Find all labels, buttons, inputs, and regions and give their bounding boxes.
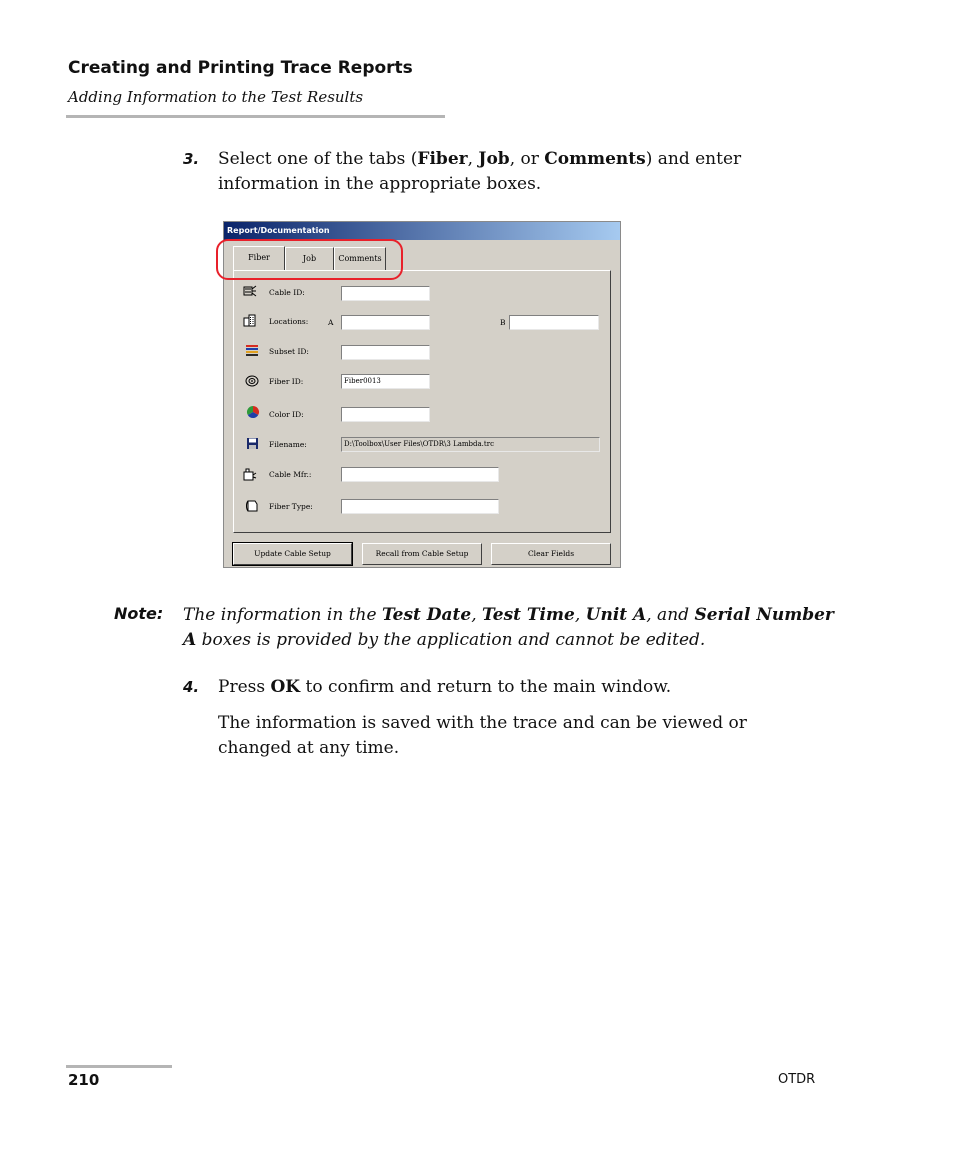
color-id-label: Color ID: (269, 410, 304, 419)
color-id-field[interactable] (341, 407, 430, 422)
floppy-disk-icon (246, 437, 260, 451)
location-b-label: B (500, 318, 506, 327)
location-a-field[interactable] (341, 315, 430, 330)
job-tab-ref: Job (478, 149, 510, 169)
step-3-number: 3. (183, 150, 200, 168)
color-wheel-icon (246, 405, 260, 419)
buildings-icon (243, 313, 257, 327)
locations-label: Locations: (269, 317, 309, 326)
section-subtitle: Adding Information to the Test Results (68, 88, 364, 106)
footer-rule (66, 1065, 172, 1068)
fiber-id-label: Fiber ID: (269, 377, 304, 386)
step-3-text: Select one of the tabs (Fiber, Job, or Comments) and enter information in the appropriate boxes. (218, 149, 742, 194)
ok-ref: OK (270, 677, 301, 697)
cable-id-label: Cable ID: (269, 288, 305, 297)
clear-fields-button[interactable]: Clear Fields (491, 543, 611, 565)
tab-fiber[interactable]: Fiber (233, 246, 285, 271)
dialog-title: Report/Documentation (224, 222, 620, 240)
step-4-followup: The information is saved with the trace and can be viewed or changed at any time. (218, 713, 747, 758)
fiber-tab-ref: Fiber (417, 149, 468, 169)
recall-from-cable-setup-button[interactable]: Recall from Cable Setup (362, 543, 482, 565)
subset-stripes-icon (245, 344, 259, 358)
cable-mfr-field[interactable] (341, 467, 499, 482)
section-title: Creating and Printing Trace Reports (68, 58, 413, 78)
fiber-icon (245, 374, 259, 388)
fiber-type-icon (245, 499, 259, 513)
update-cable-setup-button[interactable]: Update Cable Setup (233, 543, 352, 565)
filename-label: Filename: (269, 440, 307, 449)
location-b-field[interactable] (509, 315, 599, 330)
tab-job[interactable]: Job (285, 247, 334, 270)
subset-id-label: Subset ID: (269, 347, 309, 356)
note-text: The information in the Test Date, Test Time, Unit A, and Serial Number A boxes is provided by the application and cannot be edited. (183, 605, 834, 650)
fiber-tab-panel (233, 270, 611, 533)
fiber-type-label: Fiber Type: (269, 502, 313, 511)
note-label: Note: (114, 604, 164, 623)
step-4-number: 4. (183, 678, 200, 696)
location-a-label: A (328, 318, 334, 327)
fiber-type-field[interactable] (341, 499, 499, 514)
comments-tab-ref: Comments (544, 149, 646, 169)
tab-comments[interactable]: Comments (334, 247, 386, 270)
cable-manufacturer-icon (243, 467, 257, 481)
tabs-highlight-ring (216, 239, 403, 280)
header-rule (66, 115, 445, 118)
cable-id-field[interactable] (341, 286, 430, 301)
cable-mfr-label: Cable Mfr.: (269, 470, 312, 479)
step-4-text: Press OK to confirm and return to the main window. (218, 677, 672, 697)
subset-id-field[interactable] (341, 345, 430, 360)
page-number: 210 (68, 1071, 100, 1089)
filename-field: D:\Toolbox\User Files\OTDR\3 Lambda.trc (341, 437, 600, 452)
cable-icon (243, 284, 257, 298)
product-name: OTDR (778, 1072, 816, 1087)
fiber-id-field[interactable]: Fiber0013 (341, 374, 430, 389)
